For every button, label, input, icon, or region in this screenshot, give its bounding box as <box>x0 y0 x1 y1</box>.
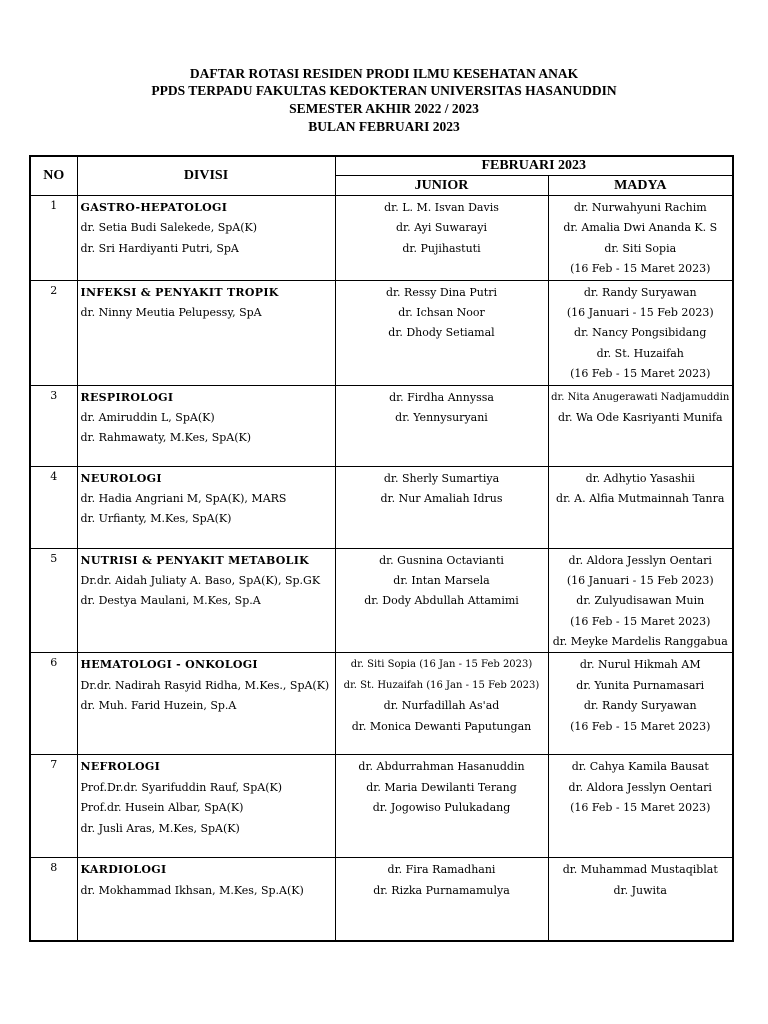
divisi-cell <box>77 548 335 653</box>
divisi-name: NEFROLOGI <box>80 760 161 774</box>
col-header-divisi: DIVISI <box>77 156 335 196</box>
junior-resident: dr. Yennysuryani <box>395 410 488 424</box>
madya-resident: (16 Feb - 15 Maret 2023) <box>570 801 711 815</box>
table-row <box>30 653 733 755</box>
staff-name: dr. Ninny Meutia Pelupessy, SpA <box>80 305 262 319</box>
madya-resident: dr. Aldora Jesslyn Oentari <box>568 780 712 794</box>
staff-name: Dr.dr. Aidah Juliaty A. Baso, SpA(K), Sp.GK <box>80 573 321 587</box>
row-number: 4 <box>30 466 77 548</box>
junior-resident: dr. Jogowiso Pulukadang <box>372 801 511 815</box>
staff-name: dr. Jusli Aras, M.Kes, SpA(K) <box>80 821 240 835</box>
divisi-name: NEUROLOGI <box>80 471 162 485</box>
staff-name: dr. Hadia Angriani M, SpA(K), MARS <box>80 491 287 505</box>
col-header-month: FEBRUARI 2023 <box>335 156 733 176</box>
junior-resident: dr. Firdha Annyssa <box>389 390 494 404</box>
madya-resident: dr. A. Alfia Mutmainnah Tanra <box>556 491 725 505</box>
junior-resident: dr. Siti Sopia (16 Jan - 15 Feb 2023) <box>350 659 533 671</box>
junior-resident: dr. Ressy Dina Putri <box>385 285 498 299</box>
madya-resident: dr. Randy Suryawan <box>583 699 697 713</box>
doc-title-line-2: PPDS TERPADU FAKULTAS KEDOKTERAN UNIVERSITAS HASANUDDIN <box>151 83 617 98</box>
row-number: 5 <box>30 548 77 653</box>
staff-name: Prof.dr. Husein Albar, SpA(K) <box>80 801 244 815</box>
junior-resident: dr. Sherly Sumartiya <box>383 471 500 485</box>
divisi-cell <box>77 280 335 385</box>
junior-resident: dr. Nur Amaliah Idrus <box>380 491 503 505</box>
col-header-no: NO <box>30 156 77 196</box>
divisi-cell <box>77 858 335 941</box>
madya-resident: dr. Juwita <box>613 883 667 897</box>
madya-cell <box>548 653 733 755</box>
divisi-name: KARDIOLOGI <box>80 863 167 877</box>
divisi-name: INFEKSI & PENYAKIT TROPIK <box>80 285 279 299</box>
madya-resident: dr. Aldora Jesslyn Oentari <box>568 553 712 567</box>
table-row <box>30 280 733 385</box>
junior-cell <box>335 653 548 755</box>
madya-resident: dr. Muhammad Mustaqiblat <box>562 863 718 877</box>
madya-resident: (16 Feb - 15 Maret 2023) <box>570 367 711 381</box>
divisi-cell <box>77 755 335 858</box>
madya-resident: dr. Randy Suryawan <box>583 285 697 299</box>
junior-resident: dr. Intan Marsela <box>393 573 490 587</box>
row-number: 3 <box>30 385 77 466</box>
divisi-cell <box>77 466 335 548</box>
junior-resident: dr. Rizka Purnamamulya <box>373 883 510 897</box>
col-header-madya: MADYA <box>548 176 733 196</box>
madya-cell <box>548 385 733 466</box>
madya-cell <box>548 548 733 653</box>
col-header-junior: JUNIOR <box>335 176 548 196</box>
doc-title-line-4: BULAN FEBRUARI 2023 <box>308 119 460 134</box>
staff-name: dr. Rahmawaty, M.Kes, SpA(K) <box>80 431 252 445</box>
junior-cell <box>335 196 548 281</box>
madya-resident: dr. Zulyudisawan Muin <box>576 594 705 608</box>
staff-name: dr. Mokhammad Ikhsan, M.Kes, Sp.A(K) <box>80 883 304 897</box>
table-row <box>30 858 733 941</box>
row-number: 8 <box>30 858 77 941</box>
madya-resident: dr. Wa Ode Kasriyanti Munifa <box>557 410 723 424</box>
junior-cell <box>335 858 548 941</box>
row-number: 7 <box>30 755 77 858</box>
madya-cell <box>548 196 733 281</box>
divisi-name: GASTRO-HEPATOLOGI <box>80 201 228 214</box>
divisi-cell <box>77 385 335 466</box>
table-body <box>30 196 733 941</box>
madya-resident: (16 Feb - 15 Maret 2023) <box>570 719 711 733</box>
madya-resident: (16 Januari - 15 Feb 2023) <box>566 305 714 319</box>
madya-resident: dr. Yunita Purnamasari <box>576 678 705 692</box>
junior-cell <box>335 466 548 548</box>
junior-resident: dr. Ichsan Noor <box>398 305 485 319</box>
table-row <box>30 548 733 653</box>
staff-name: dr. Sri Hardiyanti Putri, SpA <box>80 241 239 255</box>
madya-resident: dr. Adhytio Yasashii <box>585 471 695 485</box>
junior-resident: dr. Monica Dewanti Paputungan <box>351 719 532 733</box>
junior-cell <box>335 280 548 385</box>
junior-resident: dr. L. M. Isvan Davis <box>384 201 499 214</box>
table-row <box>30 755 733 858</box>
staff-name: Prof.Dr.dr. Syarifuddin Rauf, SpA(K) <box>80 780 283 794</box>
table-row <box>30 385 733 466</box>
madya-resident: dr. Nita Anugerawati Nadjamuddin <box>551 391 730 403</box>
table-row <box>30 466 733 548</box>
rotation-table <box>29 155 734 942</box>
madya-resident: dr. Cahya Kamila Bausat <box>571 760 709 774</box>
divisi-cell <box>77 196 335 281</box>
junior-resident: dr. Fira Ramadhani <box>387 863 496 877</box>
staff-name: Dr.dr. Nadirah Rasyid Ridha, M.Kes., SpA(K) <box>80 678 330 692</box>
doc-title-line-1: DAFTAR ROTASI RESIDEN PRODI ILMU KESEHATAN ANAK <box>189 66 579 81</box>
junior-resident: dr. Ayi Suwarayi <box>396 221 487 235</box>
madya-resident: dr. Nurul Hikmah AM <box>579 658 701 672</box>
madya-cell <box>548 466 733 548</box>
junior-cell <box>335 548 548 653</box>
junior-resident: dr. Maria Dewilanti Terang <box>366 780 517 794</box>
staff-name: dr. Muh. Farid Huzein, Sp.A <box>80 699 237 713</box>
divisi-name: NUTRISI & PENYAKIT METABOLIK <box>80 553 310 567</box>
junior-resident: dr. Gusnina Octavianti <box>379 553 504 567</box>
junior-resident: dr. Pujihastuti <box>402 241 481 255</box>
doc-title-line-3: SEMESTER AKHIR 2022 / 2023 <box>289 101 479 116</box>
madya-resident: (16 Feb - 15 Maret 2023) <box>570 262 711 276</box>
staff-name: dr. Urfianty, M.Kes, SpA(K) <box>80 512 232 526</box>
row-number: 1 <box>30 196 77 281</box>
junior-resident: dr. St. Huzaifah (16 Jan - 15 Feb 2023) <box>343 679 540 691</box>
madya-resident: dr. Nancy Pongsibidang <box>574 326 707 340</box>
junior-resident: dr. Dody Abdullah Attamimi <box>364 594 519 608</box>
divisi-name: HEMATOLOGI - ONKOLOGI <box>80 658 258 672</box>
staff-name: dr. Destya Maulani, M.Kes, Sp.A <box>80 594 261 608</box>
madya-cell <box>548 755 733 858</box>
staff-name: dr. Setia Budi Salekede, SpA(K) <box>80 221 258 235</box>
madya-resident: dr. St. Huzaifah <box>596 346 684 360</box>
junior-cell <box>335 385 548 466</box>
junior-resident: dr. Nurfadillah As'ad <box>383 699 500 713</box>
divisi-cell <box>77 653 335 755</box>
madya-resident: dr. Meyke Mardelis Ranggabua <box>552 635 728 649</box>
junior-resident: dr. Dhody Setiamal <box>388 326 495 340</box>
table-row <box>30 196 733 281</box>
madya-resident: dr. Siti Sopia <box>604 241 677 255</box>
madya-cell <box>548 858 733 941</box>
junior-cell <box>335 755 548 858</box>
junior-resident: dr. Abdurrahman Hasanuddin <box>358 760 525 774</box>
madya-resident: (16 Feb - 15 Maret 2023) <box>570 614 711 628</box>
madya-cell <box>548 280 733 385</box>
divisi-name: RESPIROLOGI <box>80 390 174 404</box>
row-number: 6 <box>30 653 77 755</box>
madya-resident: dr. Amalia Dwi Ananda K. S <box>563 221 718 235</box>
staff-name: dr. Amiruddin L, SpA(K) <box>80 410 215 424</box>
madya-resident: (16 Januari - 15 Feb 2023) <box>566 573 714 587</box>
madya-resident: dr. Nurwahyuni Rachim <box>573 201 707 214</box>
row-number: 2 <box>30 280 77 385</box>
